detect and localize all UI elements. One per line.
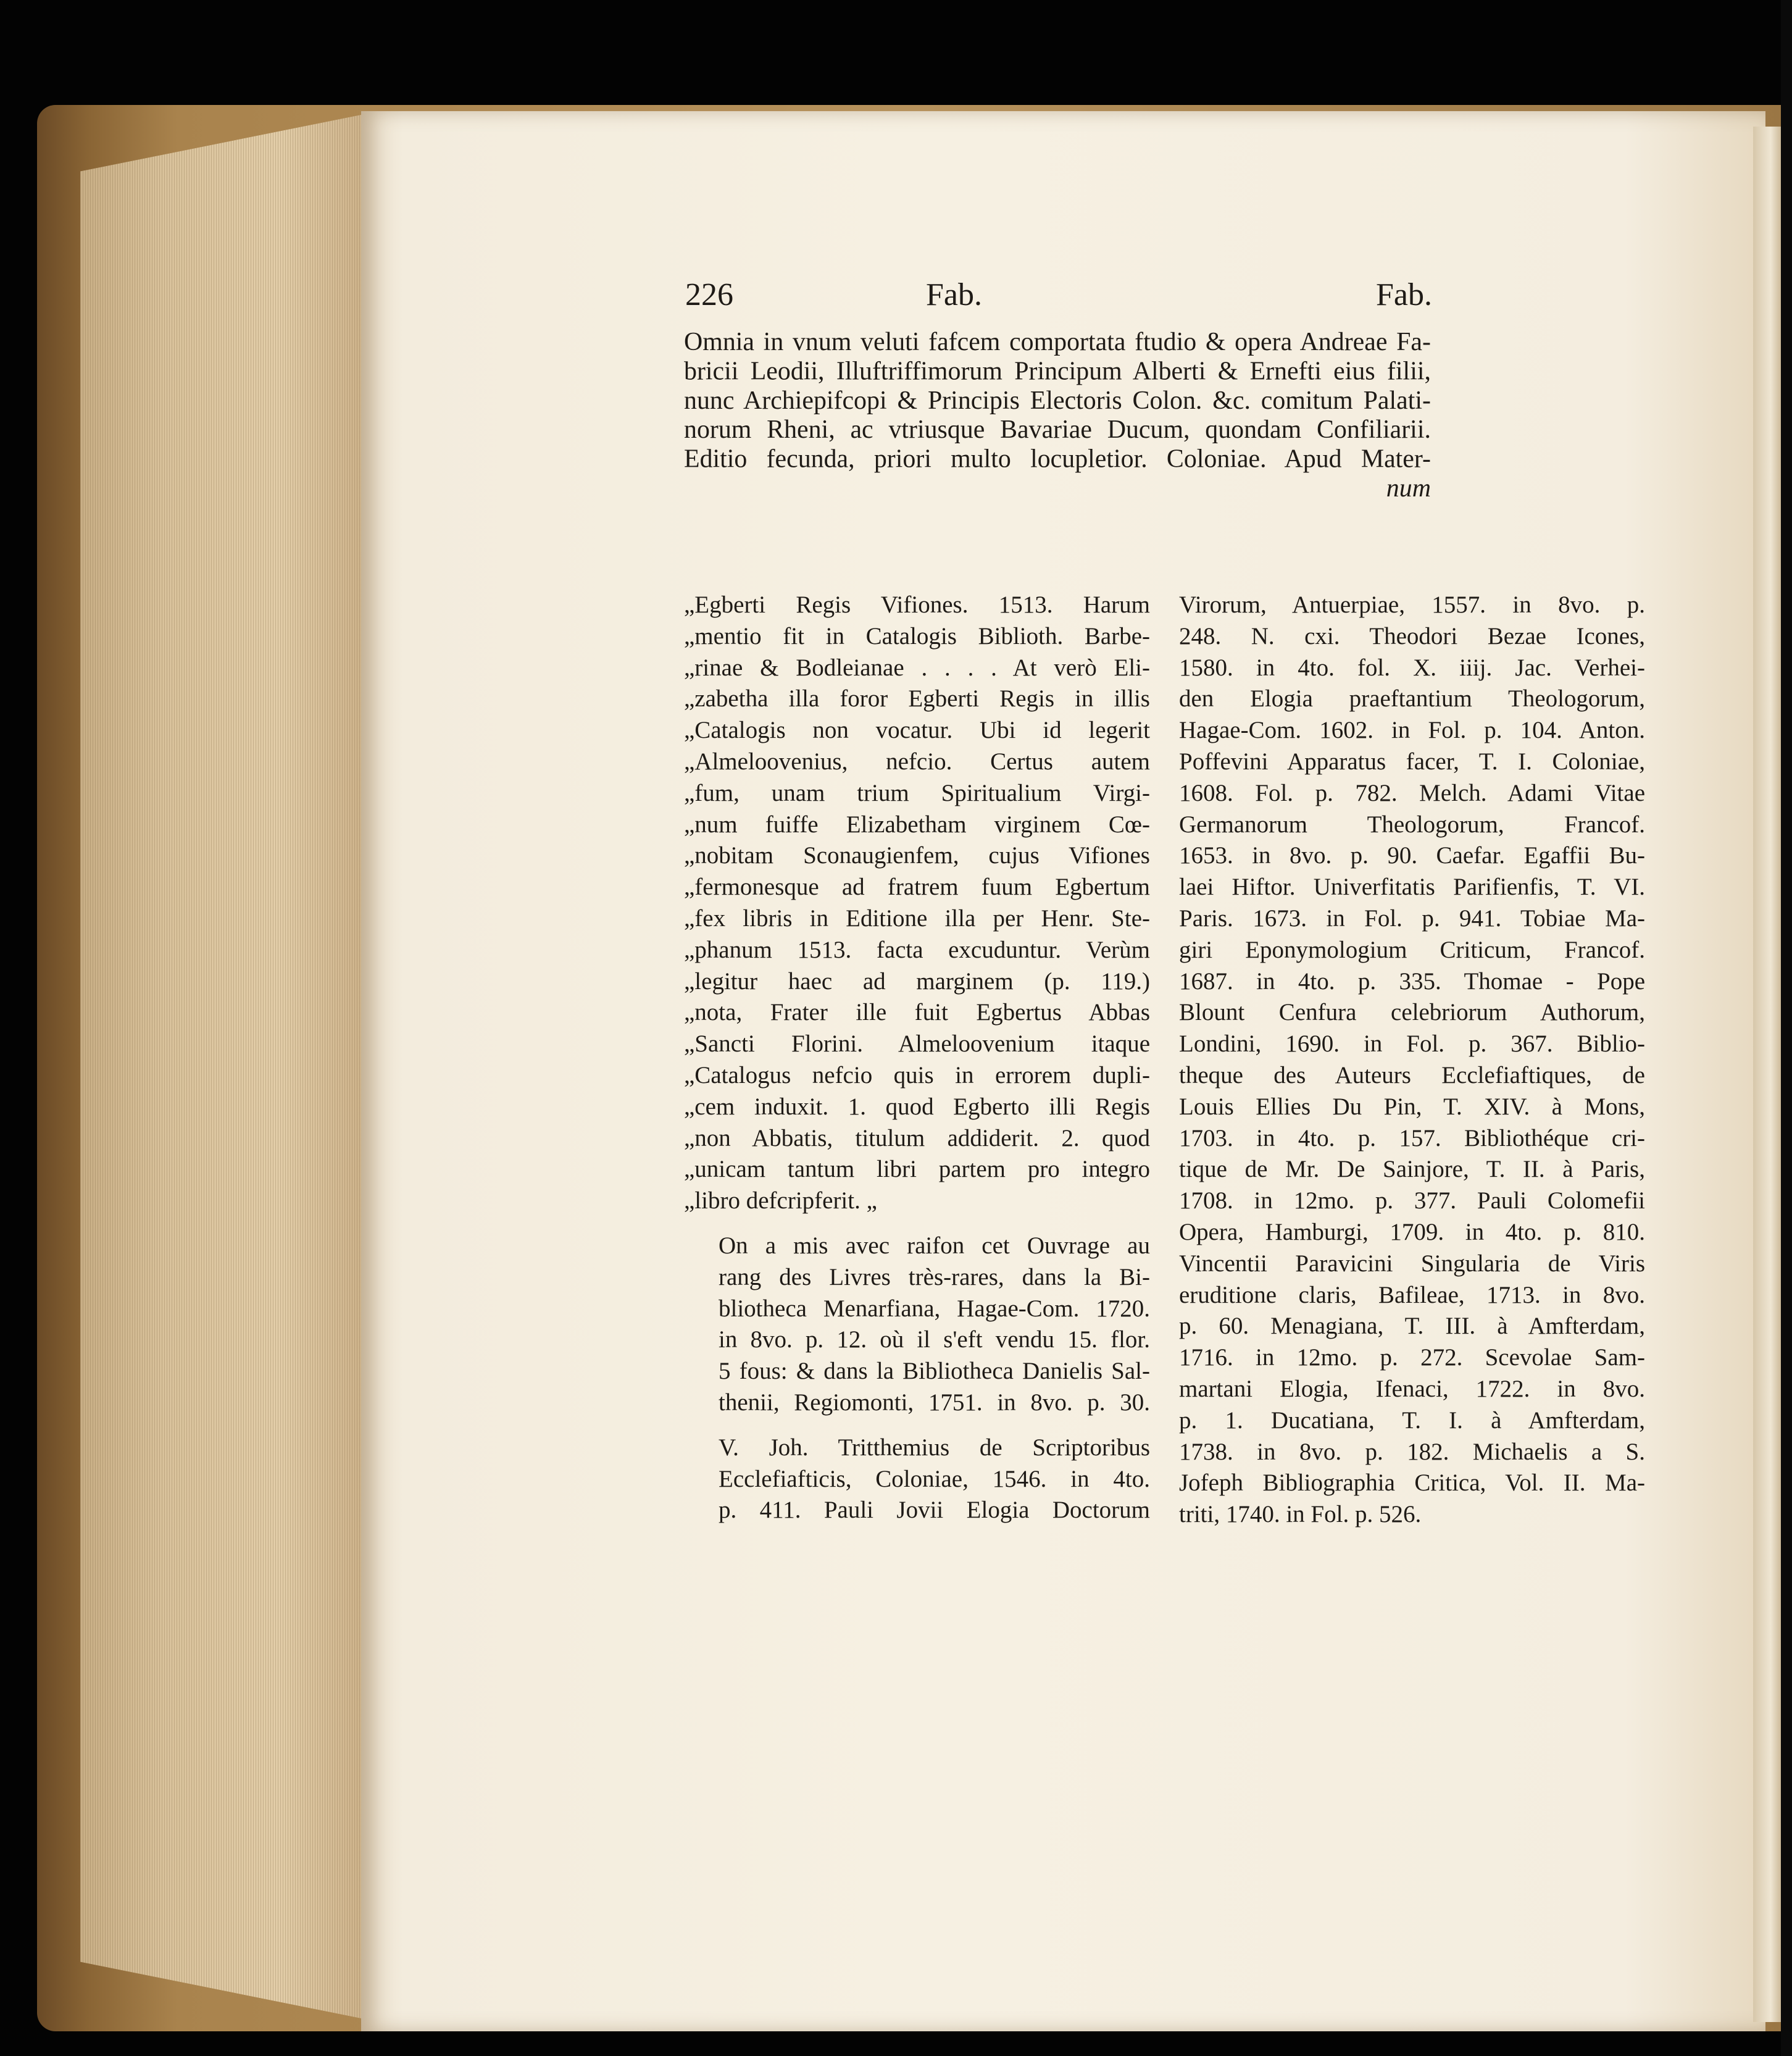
references-continued <box>1179 590 1645 1531</box>
text-line: eruditione claris, Bafileae, 1713. in 8vo. <box>1179 1281 1645 1308</box>
text-line: Poffevini Apparatus facer, T. I. Coloniae, <box>1179 748 1645 775</box>
text-line: „fum, unam trium Spiritualium Virgi- <box>684 779 1150 806</box>
text-line: martani Elogia, Ifenaci, 1722. in 8vo. <box>1179 1375 1645 1402</box>
header-right-word: Fab. <box>1376 277 1432 312</box>
text-line: Londini, 1690. in Fol. p. 367. Biblio- <box>1179 1030 1645 1058</box>
text-line: „nota, Frater ille fuit Egbertus Abbas <box>684 999 1150 1026</box>
text-line: Blount Cenfura celebriorum Authorum, <box>1179 999 1645 1026</box>
text-line: den Elogia praeftantium Theologorum, <box>1179 685 1645 712</box>
text-line: Louis Ellies Du Pin, T. XIV. à Mons, <box>1179 1093 1645 1120</box>
text-line: laei Hiftor. Univerfitatis Parifienfis, T. VI. <box>1179 874 1645 901</box>
french-paragraph <box>684 1231 1150 1419</box>
header-left-word: Fab. <box>926 277 982 312</box>
text-line: p. 1. Ducatiana, T. I. à Amfterdam, <box>1179 1406 1645 1434</box>
text-line: Ecclefiafticis, Coloniae, 1546. in 4to. <box>719 1465 1150 1492</box>
scan-margin <box>1781 0 1792 2056</box>
text-line: „Catalogis non vocatur. Ubi id legerit <box>684 717 1150 744</box>
text-line: 1738. in 8vo. p. 182. Michaelis a S. <box>1179 1438 1645 1465</box>
text-line: „num fuiffe Elizabetham virginem Cœ- <box>684 811 1150 838</box>
page-edges <box>80 114 364 2019</box>
text-line: „Egberti Regis Vifiones. 1513. Harum <box>684 591 1150 618</box>
running-header <box>685 272 1432 321</box>
text-line: rang des Livres très-rares, dans la Bi- <box>719 1263 1150 1290</box>
text-line: Opera, Hamburgi, 1709. in 4to. p. 810. <box>1179 1218 1645 1245</box>
text-line: Hagae-Com. 1602. in Fol. p. 104. Anton. <box>1179 717 1645 744</box>
text-line: triti, 1740. in Fol. p. 526. <box>1179 1501 1422 1528</box>
text-line: tique de Mr. De Sainjore, T. II. à Paris, <box>1179 1156 1645 1183</box>
text-line: 1653. in 8vo. p. 90. Caefar. Egaffii Bu- <box>1179 842 1645 869</box>
text-line: theque des Auteurs Ecclefiaftiques, de <box>1179 1061 1645 1089</box>
text-line: „Sancti Florini. Almeloovenium itaque <box>684 1030 1150 1058</box>
text-line: giri Eponymologium Criticum, Francof. <box>1179 936 1645 963</box>
text-line: „Almeloovenius, nefcio. Certus autem <box>684 748 1150 775</box>
quote-paragraph <box>684 590 1150 1217</box>
text-line: p. 411. Pauli Jovii Elogia Doctorum <box>719 1497 1150 1524</box>
text-line: 1708. in 12mo. p. 377. Pauli Colomefii <box>1179 1187 1645 1214</box>
text-line: bliotheca Menarfiana, Hagae-Com. 1720. <box>719 1295 1150 1322</box>
text-line: „zabetha illa foror Egberti Regis in illis <box>684 685 1150 712</box>
text-line: „legitur haec ad marginem (p. 119.) <box>684 967 1150 995</box>
text-line: 248. N. cxi. Theodori Bezae Icones, <box>1179 622 1645 650</box>
right-column <box>1179 590 1645 1531</box>
text-line: „non Abbatis, titulum addiderit. 2. quod <box>684 1124 1150 1151</box>
top-line: nunc Archiepifcopi & Principis Electoris Colon. &c. comitum Palati- <box>684 385 1431 415</box>
text-line: „libro defcripferit. „ <box>684 1187 877 1214</box>
text-line: „mentio fit in Catalogis Biblioth. Barbe- <box>684 622 1150 650</box>
catchword: num <box>1386 473 1431 503</box>
text-line: thenii, Regiomonti, 1751. in 8vo. p. 30. <box>719 1389 1150 1416</box>
text-line: „cem induxit. 1. quod Egberto illi Regis <box>684 1093 1150 1120</box>
text-line: On a mis avec raifon cet Ouvrage au <box>719 1232 1150 1259</box>
references-paragraph <box>684 1432 1150 1526</box>
text-line: „nobitam Sconaugienfem, cujus Vifiones <box>684 842 1150 869</box>
top-line: norum Rheni, ac vtriusque Bavariae Ducum, quondam Confiliarii. <box>684 414 1431 444</box>
left-column <box>684 590 1150 1526</box>
top-line: Omnia in vnum veluti fafcem comportata ftudio & opera Andreae Fa- <box>684 327 1431 356</box>
text-line: Virorum, Antuerpiae, 1557. in 8vo. p. <box>1179 591 1645 618</box>
text-line: 1687. in 4to. p. 335. Thomae - Pope <box>1179 967 1645 995</box>
text-line: V. Joh. Tritthemius de Scriptoribus <box>719 1434 1150 1461</box>
top-line: Editio fecunda, priori multo locupletior. Coloniae. Apud Mater- <box>684 444 1431 473</box>
top-line: bricii Leodii, Illuftriffimorum Principum Alberti & Ernefti eius filii, <box>684 356 1431 385</box>
text-line: Germanorum Theologorum, Francof. <box>1179 811 1645 838</box>
page-number: 226 <box>685 277 733 312</box>
text-line: „phanum 1513. facta excuduntur. Verùm <box>684 936 1150 963</box>
text-line: 1703. in 4to. p. 157. Bibliothéque cri- <box>1179 1124 1645 1151</box>
text-line: „rinae & Bodleianae . . . . At verò Eli- <box>684 654 1150 681</box>
text-line: 5 fous: & dans la Bibliotheca Danielis Sal- <box>719 1358 1150 1385</box>
text-line: „fex libris in Editione illa per Henr. Ste- <box>684 905 1150 932</box>
text-line: „Catalogus nefcio quis in errorem dupli- <box>684 1061 1150 1089</box>
text-line: „unicam tantum libri partem pro integro <box>684 1156 1150 1183</box>
text-line: in 8vo. p. 12. où il s'eft vendu 15. flor. <box>719 1326 1150 1353</box>
text-line: Vincentii Paravicini Singularia de Viris <box>1179 1250 1645 1277</box>
text-line: 1608. Fol. p. 782. Melch. Adami Vitae <box>1179 779 1645 806</box>
text-line: 1716. in 12mo. p. 272. Scevolae Sam- <box>1179 1344 1645 1371</box>
text-line: Jofeph Bibliographia Critica, Vol. II. Ma- <box>1179 1469 1645 1497</box>
text-line: Paris. 1673. in Fol. p. 941. Tobiae Ma- <box>1179 905 1645 932</box>
text-line: p. 60. Menagiana, T. III. à Amfterdam, <box>1179 1313 1645 1340</box>
top-text-block <box>684 327 1431 503</box>
text-line: 1580. in 4to. fol. X. iiij. Jac. Verhei- <box>1179 654 1645 681</box>
text-line: „fermonesque ad fratrem fuum Egbertum <box>684 874 1150 901</box>
